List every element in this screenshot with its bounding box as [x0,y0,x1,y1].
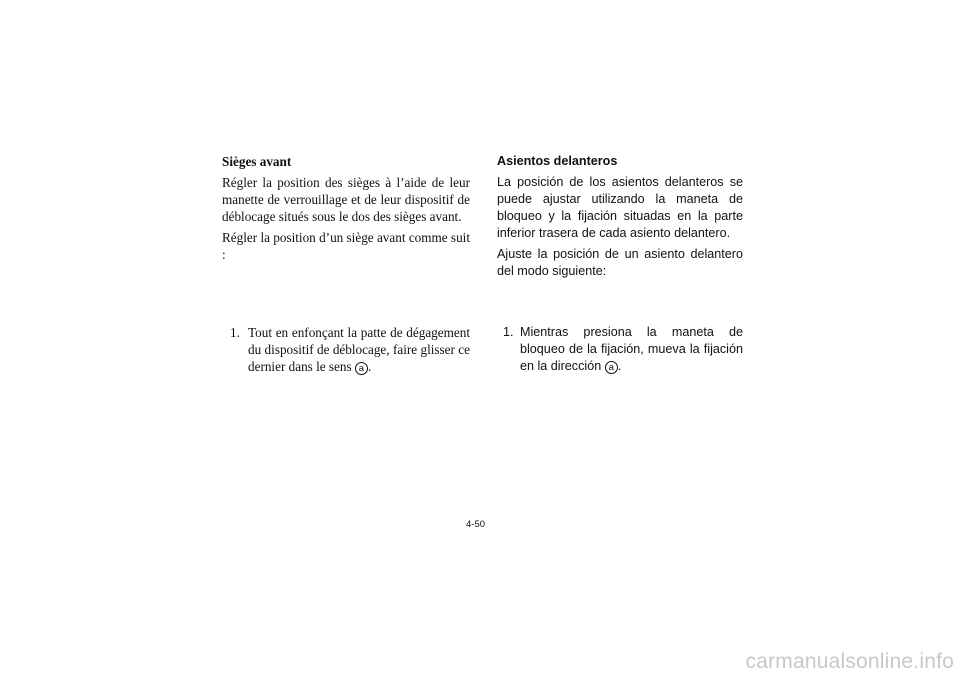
french-paragraph-2: Régler la position d’un siège avant comme suit : [222,230,470,262]
french-paragraph-1: Régler la position des sièges à l’aide de leur manette de verrouillage et de leur dispositif de déblocage situés sous le dos des sièges avant. [222,175,470,224]
direction-a-marker: a [605,361,618,374]
french-heading: Sièges avant [222,154,292,169]
page-number: 4-50 [466,519,486,530]
spanish-step-number: 1. [503,325,514,339]
spanish-step-text: Mientras presiona la maneta de bloqueo de la fijación, mueva la fijación en la dirección [520,325,743,373]
french-step-number: 1. [230,325,240,340]
french-column [222,153,470,267]
watermark-text: carmanualsonline.info [745,650,954,673]
french-step-text: Tout en enfonçant la patte de dégagement du dispositif de déblocage, faire glisser ce dernier dans le sens [248,325,470,374]
spanish-step-1 [503,324,743,375]
french-step-end: . [367,359,372,374]
spanish-paragraph-2: Ajuste la posición de un asiento delantero del modo siguiente: [497,247,743,278]
french-step-1 [230,324,470,375]
spanish-paragraph-1: La posición de los asientos delanteros se puede ajustar utilizando la maneta de bloqueo y la fijación situadas en la parte inferior trasera de cada asiento delantero. [497,175,743,240]
french-step-body [248,324,470,375]
spanish-step-body [520,324,743,375]
spanish-column [497,153,743,284]
spanish-heading: Asientos delanteros [497,154,618,168]
spanish-step-end: . [617,359,622,373]
direction-a-marker: a [355,362,368,375]
